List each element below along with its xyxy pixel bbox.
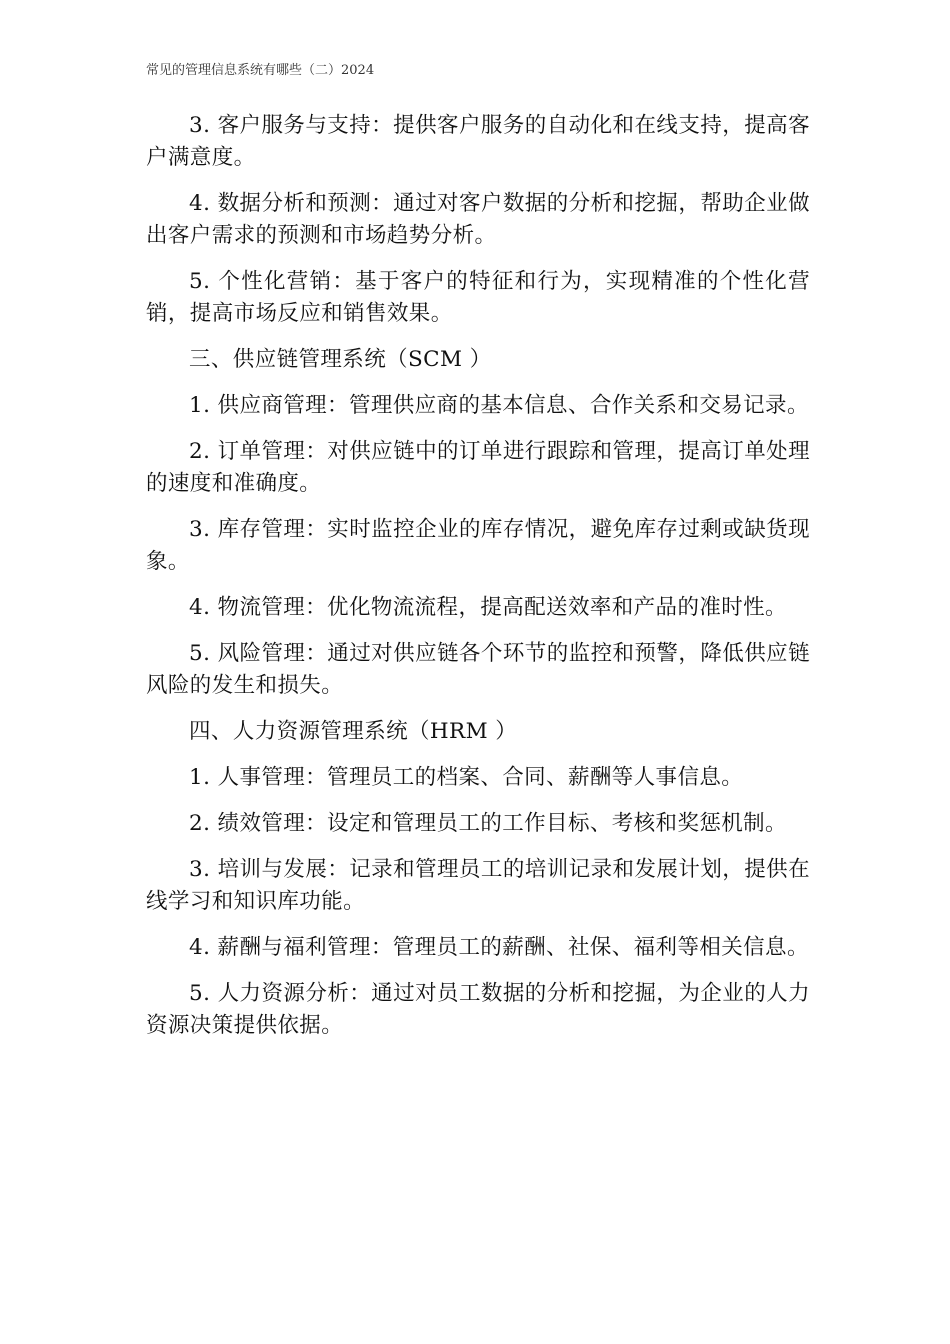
paragraph-scm-logistics: 4. 物流管理：优化物流流程，提高配送效率和产品的准时性。 — [189, 595, 787, 620]
section-heading-hrm: 四、人力资源管理系统（HRM ） — [189, 719, 518, 744]
paragraph-crm-service: 3. 客户服务与支持：提供客户服务的自动化和在线支持，提高客户满意度。 — [146, 113, 810, 170]
paragraph-crm-marketing: 5. 个性化营销：基于客户的特征和行为，实现精准的个性化营销，提高市场反应和销售效果。 — [146, 269, 810, 326]
paragraph-hrm-analysis: 5. 人力资源分析：通过对员工数据的分析和挖掘，为企业的人力资源决策提供依据。 — [146, 981, 810, 1038]
paragraph-scm-risk: 5. 风险管理：通过对供应链各个环节的监控和预警，降低供应链风险的发生和损失。 — [146, 641, 810, 698]
section-heading-scm: 三、供应链管理系统（SCM ） — [189, 347, 492, 372]
paragraph-scm-supplier: 1. 供应商管理：管理供应商的基本信息、合作关系和交易记录。 — [189, 393, 809, 418]
paragraph-hrm-compensation: 4. 薪酬与福利管理：管理员工的薪酬、社保、福利等相关信息。 — [189, 935, 809, 960]
paragraph-scm-order: 2. 订单管理：对供应链中的订单进行跟踪和管理，提高订单处理的速度和准确度。 — [146, 439, 810, 496]
paragraph-hrm-personnel: 1. 人事管理：管理员工的档案、合同、薪酬等人事信息。 — [189, 765, 744, 790]
paragraph-scm-inventory: 3. 库存管理：实时监控企业的库存情况，避免库存过剩或缺货现象。 — [146, 517, 810, 574]
page-header: 常见的管理信息系统有哪些（二）2024 — [146, 63, 375, 78]
paragraph-hrm-performance: 2. 绩效管理：设定和管理员工的工作目标、考核和奖惩机制。 — [189, 811, 787, 836]
document-body — [146, 110, 810, 1056]
paragraph-crm-analysis: 4. 数据分析和预测：通过对客户数据的分析和挖掘，帮助企业做出客户需求的预测和市场趋势分析。 — [146, 191, 810, 248]
paragraph-hrm-training: 3. 培训与发展：记录和管理员工的培训记录和发展计划，提供在线学习和知识库功能。 — [146, 857, 810, 914]
